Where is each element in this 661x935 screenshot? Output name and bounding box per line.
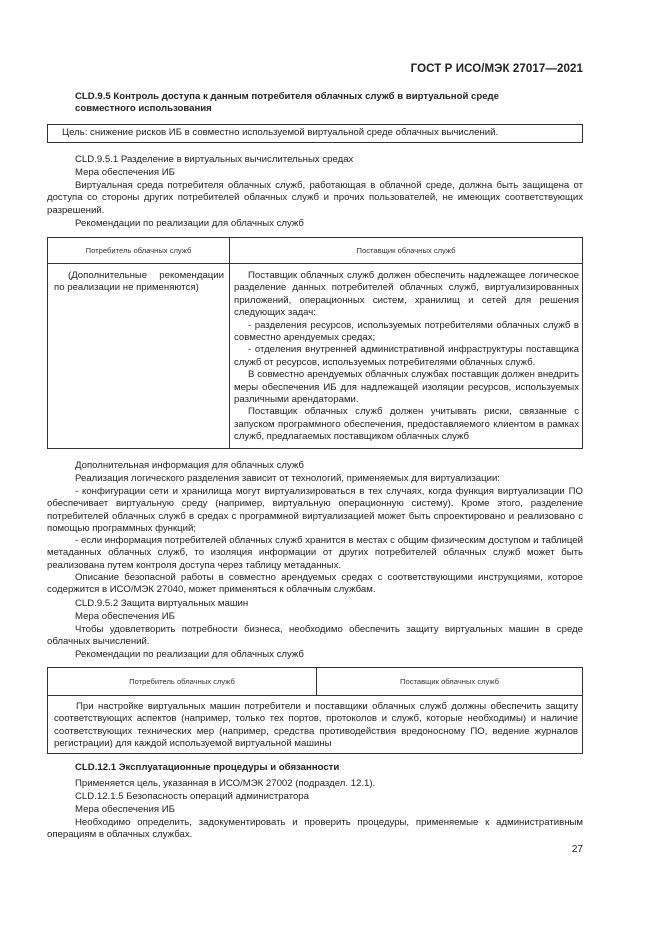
body-paragraph: Чтобы удовлетворить потребности бизнеса, необходимо обеспечить защиту виртуальных машин в среде облачных вычислений.: [47, 624, 583, 648]
provider-cell: [234, 270, 579, 444]
recommendations-table-1: [47, 237, 583, 449]
provider-paragraph: - разделения ресурсов, используемых потребителями облачных служб в совместно арендуемых средах;: [234, 319, 579, 344]
provider-paragraph: - отделения внутренней административной инфраструктуры поставщика служб от ресурсов, используемых потребителями облачных служб.: [234, 344, 579, 368]
goal-text: Цель: снижение рисков ИБ в совместно используемой виртуальной среде облачных вычислений.: [62, 127, 499, 138]
column-header-provider: Поставщик облачных служб: [356, 246, 456, 255]
column-header-provider: Поставщик облачных служб: [400, 677, 499, 686]
subsection-heading: CLD.12.1.5 Безопасность операций администратора: [75, 791, 309, 802]
goal-box: [47, 124, 583, 143]
customer-cell: (Дополнительные рекомендации по реализации не применяются): [54, 270, 224, 294]
measure-label: Мера обеспечения ИБ: [75, 611, 175, 622]
section-title-cld-12-1: CLD.12.1 Эксплуатационные процедуры и обязанности: [75, 762, 340, 773]
table-divider: [48, 695, 582, 696]
subsection-heading: CLD.9.5.2 Защита виртуальных машин: [75, 598, 249, 609]
column-header-customer: Потребитель облачных служб: [85, 246, 192, 255]
measure-label: Мера обеспечения ИБ: [75, 167, 175, 178]
provider-paragraph: Поставщик облачных служб должен обеспечить надлежащее логическое разделение данных потребителей облачных служб, виртуализированных приложений, операционных систем, хранилищ и сетей для решения следующих задач:: [234, 270, 579, 319]
page-number: 27: [571, 844, 583, 855]
recommendations-label: Рекомендации по реализации для облачных служб: [75, 649, 304, 660]
body-paragraph: Описание безопасной работы в совместно арендуемых средах с соответствующими инструкциями, которое содержится в ИСО/МЭК 27040, может применяться к облачным службам.: [47, 572, 583, 596]
body-paragraph: Необходимо определить, задокументировать и проверить процедуры, применяемые к административным операциям в облачных службах.: [47, 817, 583, 841]
recommendations-label: Рекомендации по реализации для облачных служб: [75, 218, 304, 229]
provider-paragraph: Поставщик облачных служб должен учитывать риски, связанные с запуском программного обеспечения, предоставляемого клиентом в рамках служб, предлагаемых поставщиком облачных служб: [234, 406, 579, 443]
measure-label: Мера обеспечения ИБ: [75, 804, 175, 815]
additional-info-label: Дополнительная информация для облачных служб: [75, 460, 304, 471]
table-divider: [48, 263, 582, 264]
body-paragraph: Реализация логического разделения зависит от технологий, применяемых для виртуализации:: [75, 473, 500, 484]
section-title-cld-9-5: CLD.9.5 Контроль доступа к данным потребителя облачных служб в виртуальной среде совместного использования: [75, 91, 499, 115]
table-divider: [229, 238, 230, 448]
body-paragraph: - конфигурации сети и хранилища могут виртуализироваться в тех случаях, когда функция виртуализации ПО обеспечивает виртуальную среду (например, виртуальную операционную систему). Кроме этого, разделение потребителей облачных служб в средах с программной виртуализацией может быть спроектировано и реализовано с помощью программных функций;: [47, 486, 583, 535]
body-paragraph: - если информация потребителей облачных служб хранится в местах с общим физическим доступом и таблицей метаданных облачных служб, то изоляция информации от других потребителей облачных служб может быть реализована путем контроля доступа через таблицу метаданных.: [47, 535, 583, 571]
recommendations-table-2: [47, 667, 583, 754]
column-header-customer: Потребитель облачных служб: [129, 677, 235, 686]
body-paragraph: Виртуальная среда потребителя облачных служб, работающая в облачной среде, должна быть защищена от доступа со стороны других потребителей облачных служб и прочих пользователей, не имеющих соответствующих разрешений.: [47, 180, 583, 216]
standard-header: ГОСТ Р ИСО/МЭК 27017—2021: [410, 63, 583, 75]
body-paragraph: Применяется цель, указанная в ИСО/МЭК 27002 (подраздел. 12.1).: [75, 778, 376, 789]
shared-recommendation-cell: При настройке виртуальных машин потребители и поставщики облачных служб должны обеспечить защиту соответствующих аспектов (например, только тех портов, протоколов и служб, которые необходимы) и наличие соответствующих технических мер (например, средства противодействия вредоносному ПО, ведение журналов регистрации) для каждой используемой виртуальной машины: [54, 701, 578, 750]
subsection-heading: CLD.9.5.1 Разделение в виртуальных вычислительных средах: [75, 154, 354, 165]
provider-paragraph: В совместно арендуемых облачных службах поставщик должен внедрить меры обеспечения ИБ для надлежащей изоляции ресурсов, используемых различными арендаторами.: [234, 369, 579, 406]
